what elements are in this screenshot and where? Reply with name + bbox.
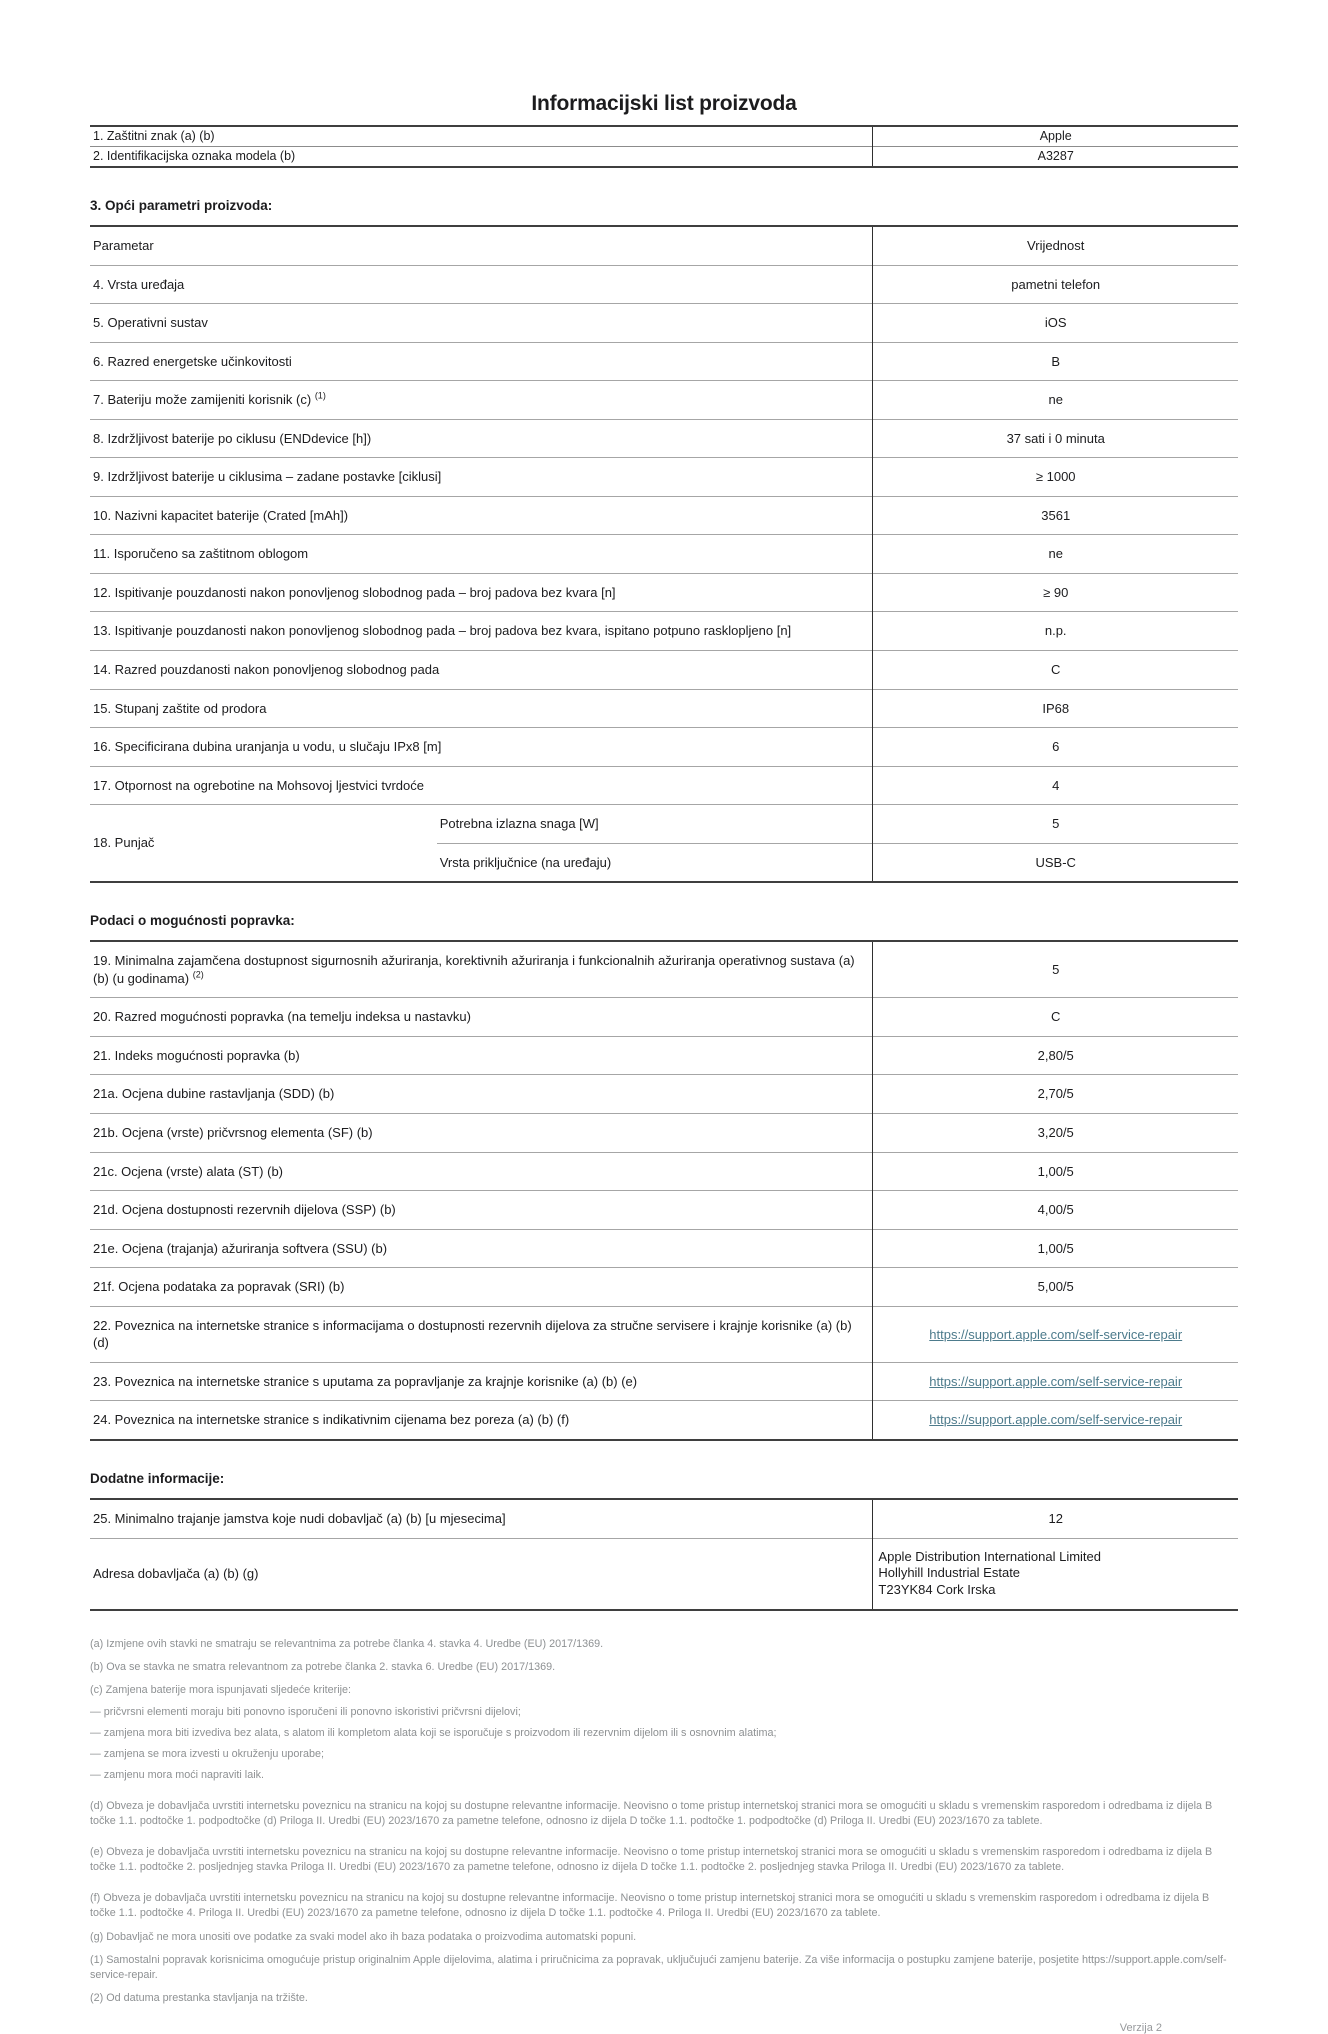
table-row — [90, 265, 1238, 304]
footnote-ref-1: (1) — [314, 390, 326, 401]
row-value: 3,20/5 — [873, 1114, 1238, 1153]
row-value: 4 — [873, 766, 1238, 805]
table-row — [90, 651, 1238, 690]
general-parameters-table — [90, 225, 1238, 883]
row-value: 3561 — [873, 496, 1238, 535]
row-label: 22. Poveznica na internetske stranice s informacijama o dostupnosti rezervnih dijelova za stručne servisere i krajnje korisnike (a) (b) (d) — [90, 1306, 873, 1362]
footnote-f: (f) Obveza je dobavljača uvrstiti internetsku poveznicu na stranicu na kojoj su dostupne relevantne informacije. Neovisno o tome pristup internetskoj stranici mora se omogućiti u skladu s vremenskim rasporedom i odredbama iz dijela B točke 1.1. podtočke 4. Priloga II. Uredbi (EU) 2023/1670 za pametne telefone, odnosno iz dijela D točke 1.1. podtočke 4. Priloga II. Uredbi (EU) 2023/1670 za tablete. — [90, 1892, 1210, 1920]
row-value: n.p. — [873, 612, 1238, 651]
row-value: 5 — [873, 941, 1238, 998]
charger-row — [90, 805, 1238, 844]
table-row — [90, 458, 1238, 497]
table-row — [90, 419, 1238, 458]
row-label: 21b. Ocjena (vrste) pričvrsnog elementa (SF) (b) — [90, 1114, 873, 1153]
page-title: Informacijski list proizvoda — [531, 92, 797, 115]
footnote-ref-2: (2) — [192, 969, 204, 980]
row-label: 21a. Ocjena dubine rastavljanja (SDD) (b) — [90, 1075, 873, 1114]
table-row — [90, 1306, 1238, 1362]
version-label: Verzija 2 — [1119, 2022, 1162, 2034]
table-row — [90, 1538, 1238, 1610]
row-label: 21d. Ocjena dostupnosti rezervnih dijelova (SSP) (b) — [90, 1191, 873, 1230]
row-label: 9. Izdržljivost baterije u ciklusima – zadane postavke [ciklusi] — [90, 458, 873, 497]
row-label: Adresa dobavljača (a) (b) (g) — [90, 1538, 873, 1610]
table-row — [90, 535, 1238, 574]
column-header-vrijednost: Vrijednost — [873, 226, 1238, 265]
row-value — [873, 1401, 1238, 1440]
address-line: T23YK84 Cork Irska — [878, 1582, 996, 1598]
row-label: 19. Minimalna zajamčena dostupnost sigurnosnih ažuriranja, korektivnih ažuriranja i funkcionalnih ažuriranja operativnog sustava (a) (b) (u godinama) $^{(2)}$ — [93, 953, 855, 986]
section-heading-repair: Podaci o mogućnosti popravka: — [90, 913, 295, 929]
table-row — [90, 1229, 1238, 1268]
row-value: 2,70/5 — [873, 1075, 1238, 1114]
table-row — [90, 1152, 1238, 1191]
row-value: 1,00/5 — [873, 1152, 1238, 1191]
row-value: 37 sati i 0 minuta — [873, 419, 1238, 458]
indicative-prices-link[interactable]: https://support.apple.com/self-service-repair — [929, 1412, 1183, 1428]
table-row — [90, 1268, 1238, 1307]
footnote-d: (d) Obveza je dobavljača uvrstiti internetsku poveznicu na stranicu na kojoj su dostupne relevantne informacije. Neovisno o tome pristup internetskoj stranici mora se omogućiti u skladu s vremenskim rasporedom i odredbama iz dijela B točke 1.1. podtočke 1. podpodtočke (d) Priloga II. Uredbi (EU) 2023/1670 za pametne telefone, odnosno iz dijela D točke 1.1. podtočke 1. podpodtočke (d) Priloga II. Uredbi (EU) 2023/1670 za tablete. — [90, 1799, 1213, 1828]
table-row — [90, 1036, 1238, 1075]
row-label: 24. Poveznica na internetske stranice s indikativnim cijenama bez poreza (a) (b) (f) — [90, 1401, 873, 1440]
table-row — [90, 1362, 1238, 1401]
row-label: 1. Zaštitni znak (a) (b) — [93, 129, 215, 143]
header-row — [90, 226, 1238, 265]
footnote-a: (a) Izmjene ovih stavki ne smatraju se relevantnima za potrebe članka 4. stavka 4. Uredbe (EU) 2017/1369. — [90, 1638, 604, 1651]
footnote-c-item: — zamjena mora biti izvediva bez alata, s alatom ili kompletom alata koji se isporučuje s proizvodom ili rezervnim dijelom ili s osnovnim alatima; — [90, 1726, 777, 1739]
row-label: 23. Poveznica na internetske stranice s uputama za popravljanje za krajnje korisnike (a) (b) (e) — [90, 1362, 873, 1401]
row-label: 14. Razred pouzdanosti nakon ponovljenog slobodnog pada — [90, 651, 873, 690]
row-value: C — [873, 998, 1238, 1037]
table-row — [90, 766, 1238, 805]
repair-instructions-link[interactable]: https://support.apple.com/self-service-repair — [929, 1373, 1183, 1389]
table-row — [90, 1075, 1238, 1114]
row-label: 8. Izdržljivost baterije po ciklusu (ENDdevice [h]) — [90, 419, 873, 458]
table-row — [90, 1401, 1238, 1440]
footnote-e: (e) Obveza je dobavljača uvrstiti internetsku poveznicu na stranicu na kojoj su dostupne relevantne informacije. Neovisno o tome pristup internetskoj stranici mora se omogućiti u skladu s vremenskim rasporedom i odredbama iz dijela B točke 1.1. podtočke 2. posljednjeg stavka Priloga II. Uredbi (EU) 2023/1670 za pametne telefone, odnosno iz dijela D točke 1.1. podtočke 2. posljednjeg stavka Priloga II. Uredbi (EU) 2023/1670 za tablete. — [90, 1846, 1213, 1874]
address-line: Apple Distribution International Limited — [878, 1548, 1101, 1564]
repairability-table — [90, 940, 1238, 1441]
row-value: IP68 — [873, 689, 1238, 728]
row-label: 15. Stupanj zaštite od prodora — [90, 689, 873, 728]
row-value: pametni telefon — [873, 265, 1238, 304]
row-label: 21c. Ocjena (vrste) alata (ST) (b) — [90, 1152, 873, 1191]
row-value: ≥ 90 — [873, 573, 1238, 612]
row-label: 4. Vrsta uređaja — [90, 265, 873, 304]
row-label: 12. Ispitivanje pouzdanosti nakon ponovljenog slobodnog pada – broj padova bez kvara [n] — [90, 573, 873, 612]
table-row — [90, 1114, 1238, 1153]
table-row — [90, 147, 1238, 168]
row-label: 10. Nazivni kapacitet baterije (Crated [mAh]) — [90, 496, 873, 535]
row-label: 20. Razred mogućnosti popravka (na temelju indeksa u nastavku) — [90, 998, 873, 1037]
row-value: B — [873, 342, 1238, 381]
charger-subrow-label: Potrebna izlazna snaga [W] — [437, 805, 873, 844]
row-label: 21e. Ocjena (trajanja) ažuriranja softvera (SSU) (b) — [90, 1229, 873, 1268]
row-value — [873, 1306, 1238, 1362]
table-row — [90, 126, 1238, 147]
footnote-b: (b) Ova se stavka ne smatra relevantnom za potrebe članka 2. stavka 6. Uredbe (EU) 2017/1369. — [90, 1661, 556, 1674]
table-row — [90, 1499, 1238, 1538]
row-value: ne — [873, 535, 1238, 574]
address-line: Hollyhill Industrial Estate — [878, 1565, 1021, 1581]
identification-table — [90, 125, 1238, 168]
footnotes-section — [90, 1637, 1238, 2006]
table-row — [90, 998, 1238, 1037]
footnote-c-item: — zamjenu mora moći napraviti laik. — [90, 1768, 265, 1781]
row-label: 11. Isporučeno sa zaštitnom oblogom — [90, 535, 873, 574]
section-heading-general: 3. Opći parametri proizvoda: — [90, 198, 273, 213]
additional-info-table — [90, 1498, 1238, 1611]
row-value — [873, 1362, 1238, 1401]
footnote-c-item: — zamjena se mora izvesti u okruženju uporabe; — [90, 1747, 325, 1760]
row-value: 5 — [873, 805, 1238, 844]
row-label: 6. Razred energetske učinkovitosti — [90, 342, 873, 381]
row-label: 5. Operativni sustav — [90, 304, 873, 343]
row-value: 5,00/5 — [873, 1268, 1238, 1307]
row-value: 2,80/5 — [873, 1036, 1238, 1075]
row-label: 17. Otpornost na ogrebotine na Mohsovoj ljestvici tvrdoće — [90, 766, 873, 805]
table-row — [90, 689, 1238, 728]
row-value: iOS — [873, 304, 1238, 343]
supplier-address — [873, 1538, 1238, 1610]
table-row — [90, 381, 1238, 420]
row-value: 12 — [873, 1499, 1238, 1538]
footnote-c: (c) Zamjena baterije mora ispunjavati sljedeće kriterije: — [90, 1684, 352, 1697]
row-value: C — [873, 651, 1238, 690]
row-value: 6 — [873, 728, 1238, 767]
row-value: Apple — [873, 126, 1238, 147]
footnote-g: (g) Dobavljač ne mora unositi ove podatke za svaki model ako ih baza podataka o proizvodima automatski popuni. — [90, 1930, 637, 1943]
charger-subrow-label: Vrsta priključnice (na uređaju) — [437, 843, 873, 882]
table-row — [90, 728, 1238, 767]
row-value: A3287 — [873, 147, 1238, 168]
row-label: 21. Indeks mogućnosti popravka (b) — [90, 1036, 873, 1075]
row-value: ≥ 1000 — [873, 458, 1238, 497]
row-value: ne — [873, 381, 1238, 420]
column-header-parametar: Parametar — [93, 238, 154, 253]
table-row — [90, 304, 1238, 343]
footnote-1: (1) Samostalni popravak korisnicima omogućuje pristup originalnim Apple dijelovima, alatima i priručnicima za popravak, uključujući zamjenu baterije. Za više informacija o postupku zamjene baterije, posjetite https://support.apple.com/self-service-repair. — [90, 1953, 1227, 1981]
table-row — [90, 573, 1238, 612]
row-value: 1,00/5 — [873, 1229, 1238, 1268]
table-row — [90, 342, 1238, 381]
footnote-c-item: — pričvrsni elementi moraju biti ponovno isporučeni ili ponovno iskoristivi pričvrsni dijelovi; — [90, 1705, 521, 1718]
table-row — [90, 496, 1238, 535]
table-row — [90, 1191, 1238, 1230]
row-label: 18. Punjač — [90, 805, 437, 883]
row-label: 13. Ispitivanje pouzdanosti nakon ponovljenog slobodnog pada – broj padova bez kvara, ispitano potpuno rasklopljeno [n] — [90, 612, 873, 651]
footnote-2: (2) Od datuma prestanka stavljanja na tržište. — [90, 1991, 308, 2004]
row-label: 25. Minimalno trajanje jamstva koje nudi dobavljač (a) (b) [u mjesecima] — [93, 1510, 506, 1526]
row-label: 21f. Ocjena podataka za popravak (SRI) (b) — [90, 1268, 873, 1307]
section-heading-additional: Dodatne informacije: — [90, 1470, 225, 1486]
row-value: 4,00/5 — [873, 1191, 1238, 1230]
table-row — [90, 612, 1238, 651]
table-row — [90, 941, 1238, 998]
row-value: USB-C — [873, 843, 1238, 882]
row-label: 16. Specificirana dubina uranjanja u vodu, u slučaju IPx8 [m] — [90, 728, 873, 767]
row-label: 2. Identifikacijska oznaka modela (b) — [90, 147, 873, 168]
row-label: 7. Bateriju može zamijeniti korisnik (c) $^{(1)}$ — [90, 381, 873, 420]
spare-parts-link[interactable]: https://support.apple.com/self-service-repair — [929, 1326, 1183, 1342]
